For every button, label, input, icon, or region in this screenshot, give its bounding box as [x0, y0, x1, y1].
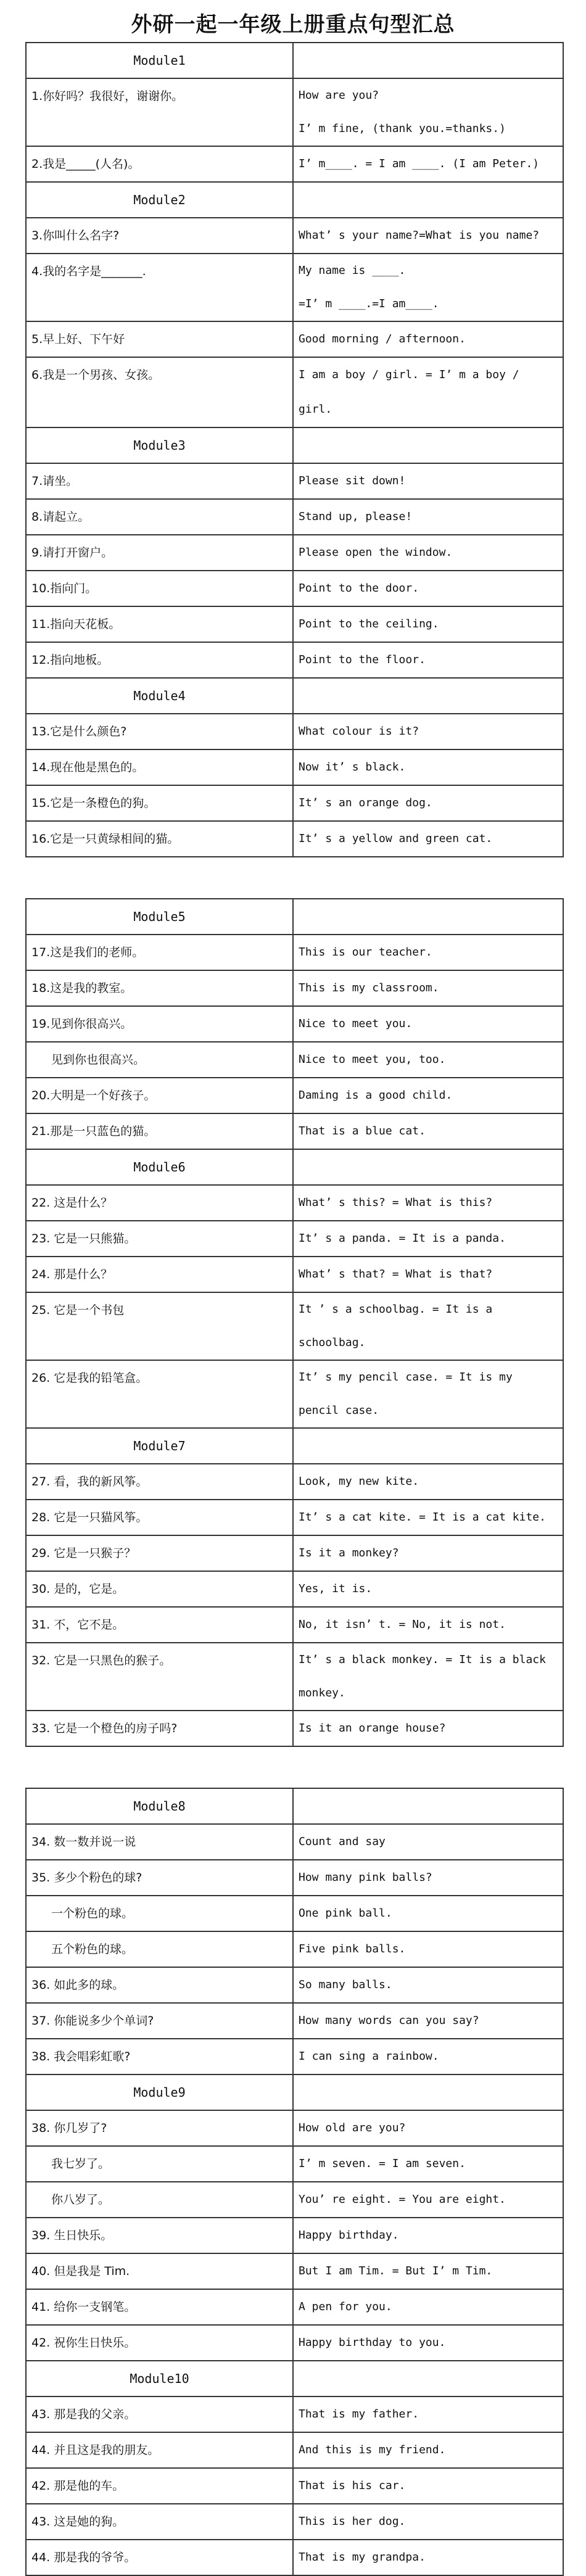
table-row — [27, 750, 563, 786]
english-line: That is his car. — [299, 2479, 406, 2492]
table-row — [27, 254, 563, 322]
english-sentence — [294, 2254, 563, 2289]
table-row — [27, 2004, 563, 2039]
table-row — [27, 2504, 563, 2540]
english-sentence — [294, 714, 563, 749]
chinese-sentence: 6.我是一个男孩、女孩。 — [27, 358, 294, 427]
english-line: Happy birthday. — [299, 2229, 399, 2242]
english-sentence — [294, 2218, 563, 2253]
table-row — [27, 2540, 563, 2576]
table-row — [27, 358, 563, 428]
english-sentence — [294, 218, 563, 253]
chinese-sentence: 12.指向地板。 — [27, 643, 294, 677]
english-sentence — [294, 43, 563, 78]
table-row — [27, 1608, 563, 1643]
table-row — [27, 2254, 563, 2290]
english-sentence — [294, 2182, 563, 2217]
document-body — [0, 42, 586, 2576]
english-line: I’ m seven. = I am seven. — [299, 2157, 466, 2170]
module-header-row — [27, 1789, 563, 1825]
english-line: How are you? — [299, 89, 379, 102]
chinese-sentence: 16.它是一只黄绿相间的猫。 — [27, 822, 294, 856]
table-row — [27, 607, 563, 643]
chinese-sentence: 30. 是的，它是。 — [27, 1572, 294, 1606]
english-sentence — [294, 79, 563, 146]
english-line: How many pink balls? — [299, 1871, 432, 1884]
chinese-sentence: 29. 它是一只猴子？ — [27, 1536, 294, 1571]
table-row — [27, 1711, 563, 1747]
table-row — [27, 1257, 563, 1293]
english-line: monkey. — [299, 1686, 345, 1699]
table-row — [27, 571, 563, 607]
table-row — [27, 500, 563, 535]
table-row — [27, 535, 563, 571]
english-sentence — [294, 935, 563, 970]
english-sentence — [294, 643, 563, 677]
table-row — [27, 1968, 563, 2004]
chinese-sentence: 25. 它是一个书包 — [27, 1293, 294, 1360]
chinese-sentence: 36. 如此多的球。 — [27, 1968, 294, 2002]
english-line: Is it an orange house? — [299, 1722, 446, 1735]
english-line: That is my grandpa. — [299, 2551, 426, 2564]
chinese-sentence: 26. 它是我的铅笔盒。 — [27, 1361, 294, 1427]
english-line: One pink ball. — [299, 1907, 392, 1920]
chinese-sentence: 13.它是什么颜色? — [27, 714, 294, 749]
english-sentence — [294, 1536, 563, 1571]
chinese-sentence: 7.请坐。 — [27, 464, 294, 498]
table-row — [27, 935, 563, 971]
module-header-row — [27, 428, 563, 464]
english-sentence — [294, 607, 563, 642]
chinese-sentence: 8.请起立。 — [27, 500, 294, 534]
english-sentence — [294, 2004, 563, 2038]
chinese-sentence: 18.这是我的教室。 — [27, 971, 294, 1005]
chinese-sentence: 35. 多少个粉色的球? — [27, 1860, 294, 1895]
chinese-sentence: 你八岁了。 — [27, 2182, 294, 2217]
english-line: I can sing a rainbow. — [299, 2050, 439, 2063]
english-line: Please sit down! — [299, 474, 406, 487]
english-sentence — [294, 2397, 563, 2432]
english-sentence — [294, 1825, 563, 1859]
english-line: schoolbag. — [299, 1336, 366, 1349]
english-line: Nice to meet you, too. — [299, 1053, 446, 1066]
module-header-row — [27, 183, 563, 218]
table-row — [27, 1572, 563, 1608]
chinese-sentence: 10.指向门。 — [27, 571, 294, 606]
chinese-sentence: 5.早上好、下午好 — [27, 322, 294, 357]
english-line: It’ s a black monkey. = It is a black — [299, 1653, 546, 1666]
english-line: It ’ s a schoolbag. = It is a — [299, 1303, 493, 1316]
english-line: Happy birthday to you. — [299, 2336, 446, 2349]
module-title: Module10 — [27, 2361, 294, 2396]
english-line: This is our teacher. — [299, 946, 432, 959]
english-sentence — [294, 1007, 563, 1041]
module-header-row — [27, 1150, 563, 1186]
english-sentence — [294, 1361, 563, 1427]
english-line: It’ s a panda. = It is a panda. — [299, 1232, 506, 1245]
table-row — [27, 1221, 563, 1257]
table-row — [27, 1896, 563, 1932]
english-sentence — [294, 1221, 563, 1256]
table-row — [27, 971, 563, 1007]
english-sentence — [294, 1789, 563, 1823]
chinese-sentence: 4.我的名字是_______. — [27, 254, 294, 321]
chinese-sentence: 42. 祝你生日快乐。 — [27, 2326, 294, 2360]
english-line: A pen for you. — [299, 2300, 392, 2313]
module-header-row — [27, 2361, 563, 2397]
english-sentence — [294, 428, 563, 463]
table-row — [27, 2469, 563, 2504]
table-gap — [0, 1747, 586, 1788]
table-row — [27, 1114, 563, 1150]
english-sentence — [294, 2147, 563, 2181]
english-line: pencil case. — [299, 1404, 379, 1417]
english-sentence — [294, 1114, 563, 1149]
english-sentence — [294, 2433, 563, 2467]
english-sentence — [294, 254, 563, 321]
table-row — [27, 2433, 563, 2469]
chinese-sentence: 22. 这是什么？ — [27, 1186, 294, 1220]
table-row — [27, 1825, 563, 1860]
table-row — [27, 1078, 563, 1114]
english-line: Five pink balls. — [299, 1942, 406, 1955]
chinese-sentence: 39. 生日快乐。 — [27, 2218, 294, 2253]
chinese-sentence: 43. 那是我的父亲。 — [27, 2397, 294, 2432]
english-line: But I am Tim. = But I’ m Tim. — [299, 2264, 493, 2277]
english-line: Now it’ s black. — [299, 761, 406, 774]
english-line: And this is my friend. — [299, 2443, 446, 2456]
chinese-sentence: 24. 那是什么？ — [27, 1257, 294, 1292]
english-sentence — [294, 1968, 563, 2002]
english-line: Daming is a good child. — [299, 1089, 453, 1102]
table-row — [27, 322, 563, 358]
module-header-row — [27, 43, 563, 79]
english-sentence — [294, 1608, 563, 1642]
english-sentence — [294, 535, 563, 570]
english-sentence — [294, 571, 563, 606]
table-row — [27, 2290, 563, 2326]
english-line: No, it isn’ t. = No, it is not. — [299, 1618, 506, 1631]
english-sentence — [294, 1711, 563, 1746]
english-sentence — [294, 1896, 563, 1931]
chinese-sentence: 17.这是我们的老师。 — [27, 935, 294, 970]
page-title: 外研一起一年级上册重点句型汇总 — [131, 12, 455, 37]
module-header-row — [27, 1429, 563, 1464]
table-row — [27, 2182, 563, 2218]
english-sentence — [294, 899, 563, 934]
chinese-sentence: 44. 并且这是我的朋友。 — [27, 2433, 294, 2467]
english-line: Point to the floor. — [299, 653, 426, 666]
chinese-sentence: 我七岁了。 — [27, 2147, 294, 2181]
chinese-sentence: 44. 那是我的爷爷。 — [27, 2540, 294, 2575]
english-line: What’ s your name?=What is you name? — [299, 229, 540, 242]
english-line: Point to the door. — [299, 582, 419, 595]
sentence-table — [25, 42, 564, 857]
english-sentence — [294, 500, 563, 534]
english-sentence — [294, 2540, 563, 2575]
english-sentence — [294, 2326, 563, 2360]
english-sentence — [294, 1257, 563, 1292]
table-row — [27, 1293, 563, 1361]
table-row — [27, 2147, 563, 2182]
english-sentence — [294, 2039, 563, 2074]
module-header-row — [27, 2075, 563, 2111]
english-sentence — [294, 1429, 563, 1463]
module-header-row — [27, 679, 563, 714]
table-row — [27, 1007, 563, 1042]
english-line: It’ s an orange dog. — [299, 796, 432, 809]
table-row — [27, 2326, 563, 2361]
english-sentence — [294, 1932, 563, 1967]
english-sentence — [294, 1860, 563, 1895]
chinese-sentence: 37. 你能说多少个单词? — [27, 2004, 294, 2038]
english-line: I am a boy / girl. = I’ m a boy / girl. — [299, 368, 519, 416]
chinese-sentence: 41. 给你一支钢笔。 — [27, 2290, 294, 2324]
english-line: What’ s that? = What is that? — [299, 1268, 493, 1281]
english-sentence — [294, 464, 563, 498]
chinese-sentence: 27. 看，我的新风筝。 — [27, 1464, 294, 1499]
english-line: How many words can you say? — [299, 2014, 479, 2027]
table-row — [27, 1186, 563, 1221]
chinese-sentence: 23. 它是一只熊猫。 — [27, 1221, 294, 1256]
table-row — [27, 1536, 563, 1572]
english-sentence — [294, 2504, 563, 2539]
chinese-sentence: 31. 不，它不是。 — [27, 1608, 294, 1642]
chinese-sentence: 见到你也很高兴。 — [27, 1042, 294, 1077]
table-row — [27, 1932, 563, 1968]
table-row — [27, 464, 563, 500]
english-line: That is my father. — [299, 2408, 419, 2421]
chinese-sentence: 3.你叫什么名字? — [27, 218, 294, 253]
module-title: Module3 — [27, 428, 294, 463]
table-row — [27, 2218, 563, 2254]
chinese-sentence: 15.它是一条橙色的狗。 — [27, 786, 294, 820]
english-sentence — [294, 2075, 563, 2110]
english-sentence — [294, 322, 563, 357]
english-line: Yes, it is. — [299, 1582, 373, 1595]
chinese-sentence: 38. 我会唱彩虹歌? — [27, 2039, 294, 2074]
english-sentence — [294, 1078, 563, 1113]
english-line: My name is ____. — [299, 264, 406, 277]
table-row — [27, 2111, 563, 2147]
english-sentence — [294, 2111, 563, 2145]
english-sentence — [294, 1150, 563, 1184]
table-row — [27, 2039, 563, 2075]
chinese-sentence: 34. 数一数并说一说 — [27, 1825, 294, 1859]
table-row — [27, 2397, 563, 2433]
english-line: That is a blue cat. — [299, 1125, 426, 1137]
chinese-sentence: 9.请打开窗户。 — [27, 535, 294, 570]
table-row — [27, 79, 563, 147]
module-title: Module1 — [27, 43, 294, 78]
chinese-sentence: 2.我是_____(人名)。 — [27, 147, 294, 181]
table-row — [27, 1361, 563, 1429]
table-row — [27, 1042, 563, 1078]
english-line: How old are you? — [299, 2121, 406, 2134]
module-title: Module8 — [27, 1789, 294, 1823]
table-row — [27, 1500, 563, 1536]
table-row — [27, 147, 563, 183]
english-sentence — [294, 1186, 563, 1220]
english-line: Please open the window. — [299, 546, 453, 559]
chinese-sentence: 40. 但是我是 Tim. — [27, 2254, 294, 2289]
english-line: Nice to meet you. — [299, 1017, 413, 1030]
module-title: Module6 — [27, 1150, 294, 1184]
chinese-sentence: 33. 它是一个橙色的房子吗? — [27, 1711, 294, 1746]
english-line: =I’ m ____.=I am____. — [299, 297, 439, 310]
english-sentence — [294, 147, 563, 181]
table-row — [27, 714, 563, 750]
chinese-sentence: 28. 它是一只猫风筝。 — [27, 1500, 294, 1535]
english-sentence — [294, 750, 563, 785]
english-line: It’ s a yellow and green cat. — [299, 832, 493, 845]
chinese-sentence: 五个粉色的球。 — [27, 1932, 294, 1967]
english-sentence — [294, 1500, 563, 1535]
module-title: Module7 — [27, 1429, 294, 1463]
table-row — [27, 1464, 563, 1500]
chinese-sentence: 21.那是一只蓝色的猫。 — [27, 1114, 294, 1149]
english-sentence — [294, 1042, 563, 1077]
english-sentence — [294, 679, 563, 713]
table-row — [27, 218, 563, 254]
english-line: Count and say — [299, 1835, 386, 1848]
table-row — [27, 1860, 563, 1896]
chinese-sentence: 38. 你几岁了? — [27, 2111, 294, 2145]
sentence-table — [25, 898, 564, 1747]
english-sentence — [294, 358, 563, 427]
english-sentence — [294, 1464, 563, 1499]
english-sentence — [294, 786, 563, 820]
english-line: What colour is it? — [299, 725, 419, 738]
chinese-sentence: 42. 那是他的车。 — [27, 2469, 294, 2503]
english-line: So many balls. — [299, 1978, 392, 1991]
english-sentence — [294, 971, 563, 1005]
english-sentence — [294, 1572, 563, 1606]
english-line: Good morning / afternoon. — [299, 332, 466, 345]
english-sentence — [294, 183, 563, 217]
english-line: Point to the ceiling. — [299, 617, 439, 630]
english-sentence — [294, 2469, 563, 2503]
chinese-sentence: 一个粉色的球。 — [27, 1896, 294, 1931]
english-sentence — [294, 822, 563, 856]
english-sentence — [294, 1643, 563, 1710]
chinese-sentence: 1.你好吗？我很好，谢谢你。 — [27, 79, 294, 146]
chinese-sentence: 19.见到你很高兴。 — [27, 1007, 294, 1041]
english-line: Is it a monkey? — [299, 1546, 399, 1559]
english-sentence — [294, 2290, 563, 2324]
chinese-sentence: 11.指向天花板。 — [27, 607, 294, 642]
english-line: I’ m fine, (thank you.=thanks.) — [299, 122, 506, 135]
sentence-table — [25, 1788, 564, 2576]
english-line: This is her dog. — [299, 2515, 406, 2528]
module-title: Module4 — [27, 679, 294, 713]
table-gap — [0, 857, 586, 898]
chinese-sentence: 14.现在他是黑色的。 — [27, 750, 294, 785]
chinese-sentence: 32. 它是一只黑色的猴子。 — [27, 1643, 294, 1710]
table-row — [27, 1643, 563, 1711]
chinese-sentence: 20.大明是一个好孩子。 — [27, 1078, 294, 1113]
english-sentence — [294, 2361, 563, 2396]
chinese-sentence: 43. 这是她的狗。 — [27, 2504, 294, 2539]
english-line: Stand up, please! — [299, 510, 413, 523]
table-row — [27, 822, 563, 857]
module-header-row — [27, 899, 563, 935]
module-title: Module5 — [27, 899, 294, 934]
english-line: What’ s this? = What is this? — [299, 1196, 493, 1209]
english-line: You’ re eight. = You are eight. — [299, 2193, 506, 2206]
english-line: I’ m____. = I am ____. (I am Peter.) — [299, 157, 540, 170]
english-line: Look, my new kite. — [299, 1475, 419, 1488]
module-title: Module9 — [27, 2075, 294, 2110]
english-sentence — [294, 1293, 563, 1360]
english-line: It’ s my pencil case. = It is my — [299, 1371, 513, 1384]
english-line: It’ s a cat kite. = It is a cat kite. — [299, 1511, 546, 1524]
module-title: Module2 — [27, 183, 294, 217]
english-line: This is my classroom. — [299, 981, 439, 994]
table-row — [27, 786, 563, 822]
table-row — [27, 643, 563, 679]
